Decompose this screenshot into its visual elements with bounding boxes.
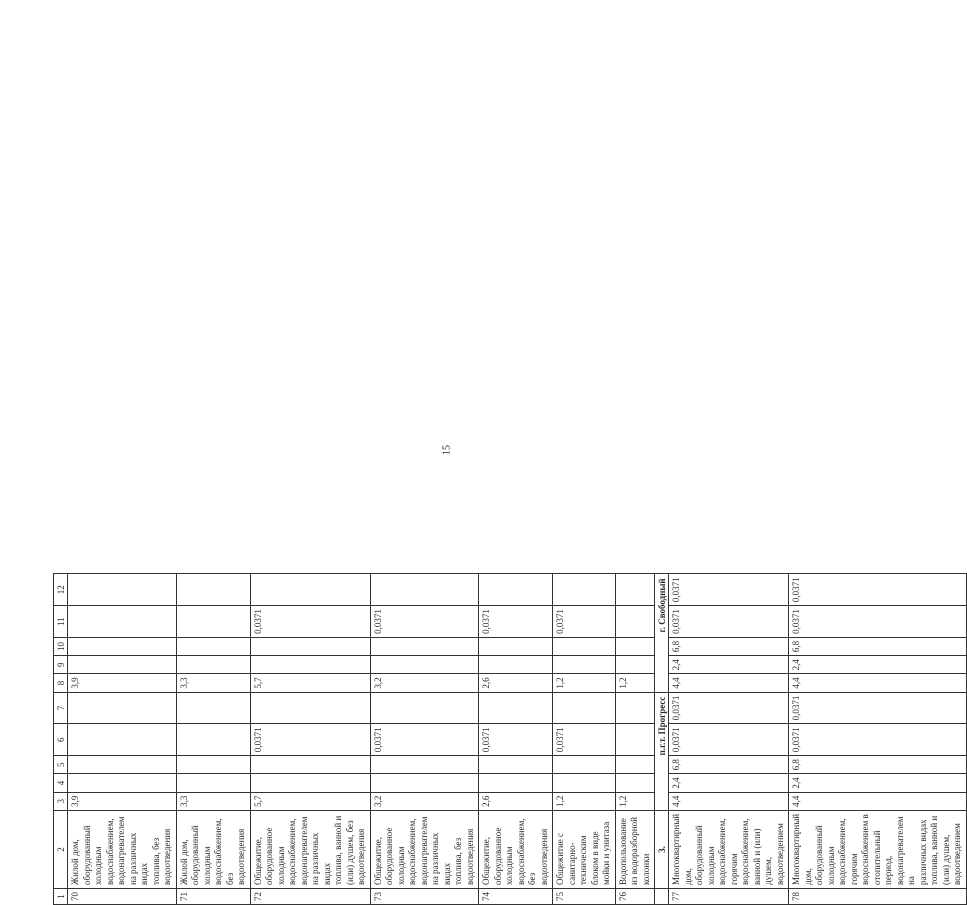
value-cell: 0,0371 (789, 692, 967, 724)
value-cell (176, 637, 250, 655)
value-cell: 2,4 (789, 774, 967, 792)
value-cell: 0,0371 (669, 724, 789, 756)
value-cell: 0,0371 (553, 724, 616, 756)
value-cell (250, 774, 370, 792)
row-description: Общежитие, оборудованное холодным водоснабжением, водонагревателем на различных видах топлива, без водоотведения (370, 810, 479, 888)
value-cell: 4,4 (669, 674, 789, 692)
value-cell (68, 637, 177, 655)
header-cell: 1 (54, 889, 68, 905)
section-label-b: г. Свободный (655, 574, 669, 692)
value-cell (370, 774, 479, 792)
header-cell: 12 (54, 574, 68, 606)
value-cell: 4,4 (789, 674, 967, 692)
value-cell: 0,0371 (789, 724, 967, 756)
value-cell (250, 656, 370, 674)
value-cell (370, 692, 479, 724)
value-cell (479, 574, 553, 606)
value-cell (370, 756, 479, 774)
value-cell: 3,3 (176, 674, 250, 692)
header-row (54, 574, 68, 905)
value-cell: 3,9 (68, 674, 177, 692)
section-empty-cell (655, 889, 669, 905)
value-cell (553, 756, 616, 774)
row-number: 75 (553, 889, 616, 905)
value-cell (250, 756, 370, 774)
value-cell (68, 574, 177, 606)
row-number: 70 (68, 889, 177, 905)
table-row (615, 574, 655, 905)
value-cell (250, 692, 370, 724)
section-label-a: п.г.т. Прогресс (655, 692, 669, 810)
value-cell: 0,0371 (250, 606, 370, 638)
value-cell (553, 637, 616, 655)
section-number: 3. (655, 810, 669, 888)
header-cell: 7 (54, 692, 68, 724)
header-cell: 5 (54, 756, 68, 774)
row-description: Общежитие с санитарно-техническим блоком в виде мойки и унитаза (553, 810, 616, 888)
value-cell: 4,4 (669, 792, 789, 810)
value-cell (176, 574, 250, 606)
table-row (669, 574, 789, 905)
value-cell: 2,4 (789, 656, 967, 674)
value-cell: 0,0371 (370, 724, 479, 756)
value-cell (176, 606, 250, 638)
value-cell (479, 774, 553, 792)
page-number: 15 (441, 445, 453, 455)
header-cell: 8 (54, 674, 68, 692)
value-cell (479, 692, 553, 724)
row-description: Общежитие, оборудованное холодным водоснабжением, без водоотведения (479, 810, 553, 888)
row-number: 72 (250, 889, 370, 905)
row-description: Жилой дом, оборудованный холодным водоснабжением, без водоотведения (176, 810, 250, 888)
value-cell (553, 774, 616, 792)
value-cell (615, 637, 655, 655)
row-number: 74 (479, 889, 553, 905)
value-cell (370, 656, 479, 674)
value-cell: 0,0371 (669, 574, 789, 606)
value-cell (250, 637, 370, 655)
table-row (789, 574, 967, 905)
value-cell: 0,0371 (789, 606, 967, 638)
value-cell (553, 656, 616, 674)
row-number: 73 (370, 889, 479, 905)
value-cell: 2,4 (669, 656, 789, 674)
value-cell (176, 656, 250, 674)
table-row (68, 574, 177, 905)
value-cell: 6,8 (789, 637, 967, 655)
value-cell: 1,2 (615, 674, 655, 692)
table-row (553, 574, 616, 905)
value-cell (615, 756, 655, 774)
value-cell (553, 574, 616, 606)
table-row (250, 574, 370, 905)
value-cell (615, 656, 655, 674)
value-cell: 5,7 (250, 792, 370, 810)
value-cell (615, 606, 655, 638)
value-cell: 0,0371 (479, 724, 553, 756)
value-cell: 2,6 (479, 792, 553, 810)
value-cell: 3,9 (68, 792, 177, 810)
value-cell: 4,4 (789, 792, 967, 810)
value-cell (479, 656, 553, 674)
row-description: Многоквартирный дом, оборудованный холодным водоснабжением, горячим водоснабжением в отопительный период, водонагревателем на различных видах топлива, ванной и (или) душем, водоотведением (789, 810, 967, 888)
value-cell (176, 774, 250, 792)
value-cell: 6,8 (669, 756, 789, 774)
row-number: 77 (669, 889, 789, 905)
row-description: Жилой дом, оборудованный холодным водоснабжением, водонагревателем на различных видах топлива, без водоотведения (68, 810, 177, 888)
header-cell: 10 (54, 637, 68, 655)
header-cell: 4 (54, 774, 68, 792)
value-cell: 0,0371 (370, 606, 479, 638)
value-cell (68, 756, 177, 774)
value-cell: 3,3 (176, 792, 250, 810)
value-cell: 0,0371 (789, 574, 967, 606)
value-cell (176, 756, 250, 774)
value-cell: 0,0371 (669, 692, 789, 724)
value-cell: 0,0371 (669, 606, 789, 638)
row-description: Водопользование из водоразборной колонки (615, 810, 655, 888)
value-cell: 5,7 (250, 674, 370, 692)
value-cell (553, 692, 616, 724)
value-cell (250, 574, 370, 606)
value-cell: 0,0371 (553, 606, 616, 638)
table-row (176, 574, 250, 905)
value-cell: 0,0371 (250, 724, 370, 756)
value-cell (68, 774, 177, 792)
value-cell: 1,2 (553, 674, 616, 692)
value-cell: 6,8 (789, 756, 967, 774)
value-cell (615, 774, 655, 792)
value-cell (370, 574, 479, 606)
row-number: 71 (176, 889, 250, 905)
value-cell (479, 756, 553, 774)
value-cell (479, 637, 553, 655)
header-cell: 11 (54, 606, 68, 638)
value-cell (615, 724, 655, 756)
section-row (655, 574, 669, 905)
value-cell: 1,2 (553, 792, 616, 810)
header-cell: 6 (54, 724, 68, 756)
value-cell: 2,6 (479, 674, 553, 692)
value-cell: 6,8 (669, 637, 789, 655)
value-cell (68, 606, 177, 638)
value-cell: 3,2 (370, 792, 479, 810)
table-row (479, 574, 553, 905)
value-cell (370, 637, 479, 655)
row-description: Многоквартирный дом, оборудованный холодным водоснабжением, горячим водоснабжением, ванной и (или) душем, водоотведением (669, 810, 789, 888)
value-cell (615, 692, 655, 724)
value-cell: 2,4 (669, 774, 789, 792)
table-row (370, 574, 479, 905)
value-cell: 0,0371 (479, 606, 553, 638)
value-cell: 1,2 (615, 792, 655, 810)
row-description: Общежитие, оборудованное холодным водоснабжением, водонагревателем на различных видах топлива, ванной и (или) душем, без водоотведения (250, 810, 370, 888)
value-cell (176, 724, 250, 756)
header-cell: 9 (54, 656, 68, 674)
row-number: 76 (615, 889, 655, 905)
value-cell: 3,2 (370, 674, 479, 692)
value-cell (68, 692, 177, 724)
row-number: 78 (789, 889, 967, 905)
value-cell (176, 692, 250, 724)
document-table (53, 573, 967, 905)
value-cell (68, 724, 177, 756)
value-cell (615, 574, 655, 606)
header-cell: 3 (54, 792, 68, 810)
value-cell (68, 656, 177, 674)
header-cell: 2 (54, 810, 68, 888)
